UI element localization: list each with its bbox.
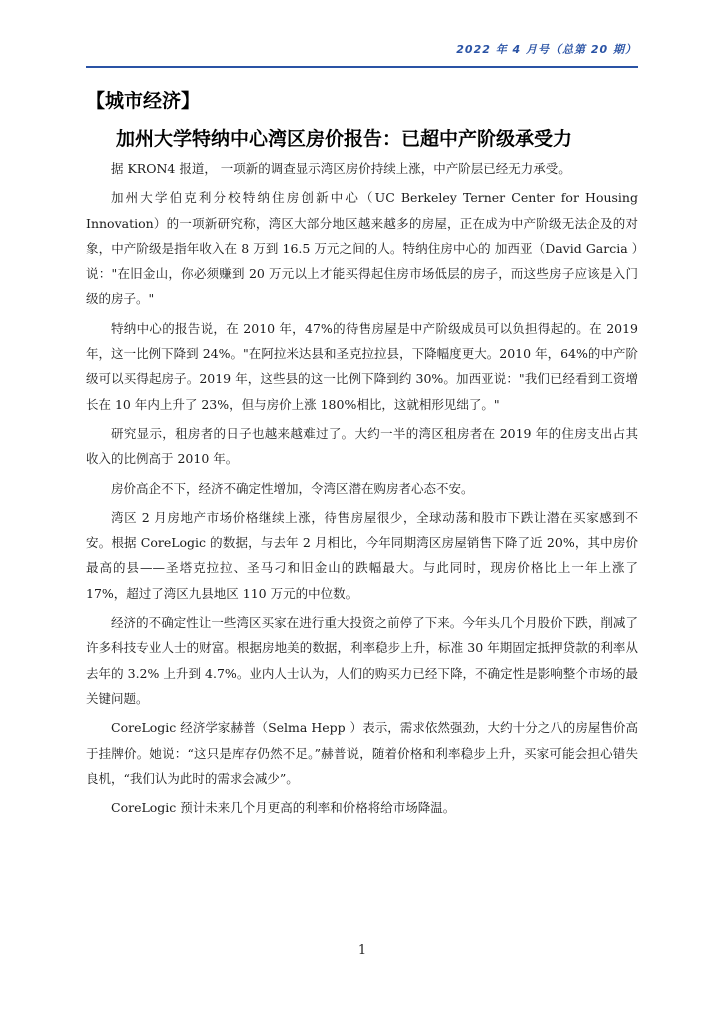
article-paragraph-7: 经济的不确定性让一些湾区买家在进行重大投资之前停了下来。今年头几个月股价下跌，削减了许多科技专业人士的财富。根据房地美的数据，利率稳步上升，标准 30 年期固定抵押贷款的利率从去年的 3.2% 上升到 4.7%。业内人士认为，人们的购买力已经下降，不确定性是影响整个市场的最关键问题。 [86,615,638,706]
article-paragraph-8: CoreLogic 经济学家赫普（Selma Hepp ）表示，需求依然强劲，大约十分之八的房屋售价高于挂牌价。她说：“这只是库存仍然不足。”赫普说，随着价格和利率稳步上升，买家可能会担心错失良机，“我们认为此时的需求会减少”。 [86,720,638,786]
section-label: 【城市经济】 [86,90,201,112]
article-paragraph-6: 湾区 2 月房地产市场价格继续上涨，待售房屋很少，全球动荡和股市下跌让潜在买家感到不安。根据 CoreLogic 的数据，与去年 2 月相比，今年同期湾区房屋销售下降了近 20%，其中房价最高的县——圣塔克拉拉、圣马刁和旧金山的跌幅最大。与此同时，现房价格比上一年上涨了 17%，超过了湾区九县地区 110 万元的中位数。 [86,509,638,601]
article-paragraph-9: CoreLogic 预计未来几个月更高的利率和价格将给市场降温。 [111,800,456,816]
article-paragraph-4: 研究显示，租房者的日子也越来越难过了。大约一半的湾区租房者在 2019 年的住房支出占其收入的比例高于 2010 年。 [86,425,638,467]
issue-header: 2022 年 4 月号（总第 20 期） [456,43,637,56]
header-divider [86,66,638,68]
article-paragraph-1: 据 KRON4 报道， 一项新的调查显示湾区房价持续上涨，中产阶层已经无力承受。 [111,161,571,176]
article-paragraph-5: 房价高企不下，经济不确定性增加，令湾区潜在购房者心态不安。 [111,480,474,496]
article-body [86,156,638,824]
article-paragraph-3: 特纳中心的报告说，在 2010 年，47%的待售房屋是中产阶级成员可以负担得起的。在 2019 年，这一比例下降到 24%。"在阿拉米达县和圣克拉拉县，下降幅度更大。2010 年，64%的中产阶级可以买得起房子。2019 年，这些县的这一比例下降到约 30%。加西亚说："我们已经看到工资增长在 10 年内上升了 23%，但与房价上涨 180%相比，这就相形见绌了。" [86,320,638,412]
page-number: 1 [357,943,367,958]
article-paragraph-2: 加州大学伯克利分校特纳住房创新中心（UC Berkeley Terner Center for Housing Innovation）的一项新研究称，湾区大部分地区越来越多的房屋，正在成为中产阶级无法企及的对象，中产阶级是指年收入在 8 万到 16.5 万元之间的人。特纳住房中心的 加西亚（David Garcia ）说："在旧金山，你必须赚到 20 万元以上才能买得起住房市场低层的房子，而这些房子应该是入门级的房子。" [86,190,638,307]
article-title: 加州大学特纳中心湾区房价报告：已超中产阶级承受力 [116,128,573,150]
